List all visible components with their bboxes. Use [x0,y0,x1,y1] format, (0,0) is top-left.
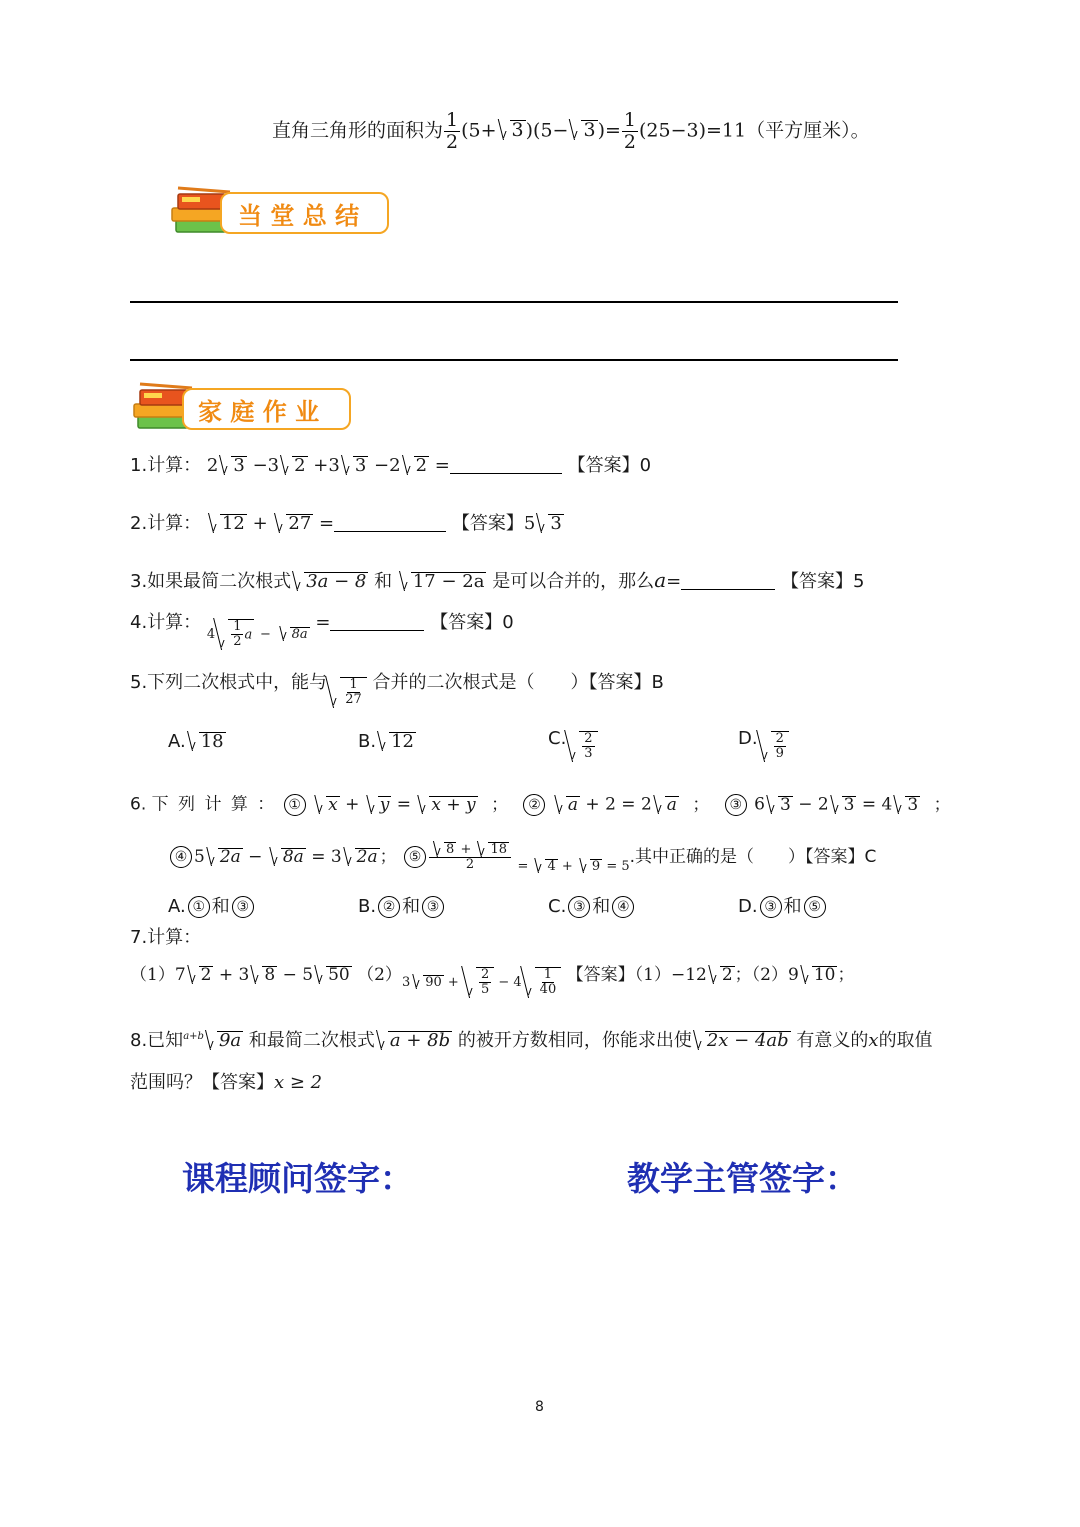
option-label: A. [168,896,186,917]
q-text: 5.下列二次根式中，能与 [130,672,328,693]
expr-part: )= [597,119,621,142]
q5-option-d[interactable] [738,730,789,761]
term: 2 [206,455,219,476]
circled: ④ [612,896,634,918]
sqrt: 3 [537,514,563,533]
expr-part: − 2 [798,794,829,815]
sqrt: 3 [831,796,857,814]
half-fraction: $\frac{1}{2}$ [623,109,636,153]
sqrt-fraction: $\frac{1}{27}$ [329,677,367,708]
equals: = [315,612,331,633]
option-mid: 和 [402,896,421,917]
q-num: 6. [130,794,147,815]
option-label: B. [358,896,377,917]
sqrt: 12 [209,514,247,533]
circled-5: ⑤ [404,846,426,868]
half-fraction [444,110,460,153]
q-label: 计算： [147,513,202,534]
homework-banner [130,382,352,434]
option-mid: 和 [211,896,230,917]
circled: ③ [760,896,782,918]
expr-part: = 4 [861,794,893,815]
question-6-line-2: ④ 5 2a − 8a = 3 2a ； ⑤ 8 + 18 2 $_{= 4 + 9 = 5}$.其中正确的是（ ）【答案】C [168,842,876,873]
variable: x [868,1030,879,1051]
sqrt: 8 [251,966,277,984]
part-label: （1） [130,965,175,985]
sqrt: 2 [709,966,735,984]
q-text: 8.已知 [130,1030,184,1051]
q6-option-a[interactable] [168,896,256,918]
sqrt: a [555,796,580,814]
expr-part: = 5 [606,858,630,874]
root-index: a+b [183,1031,204,1042]
answer-label: 【答案】（1） [566,965,671,985]
sqrt: 12 [378,732,416,751]
circled: ② [378,896,400,918]
answer: 【答案】B [588,672,664,693]
circled-3: ③ [725,794,747,816]
sqrt: 8a [279,627,310,641]
answer-blank[interactable] [330,630,424,631]
expr-part: + 3 [218,965,250,985]
sqrt: 27 [275,514,313,533]
option-mid: 和 [783,896,802,917]
coef: 4 [206,627,216,642]
equals: = [666,571,682,592]
answer-blank[interactable] [334,531,446,532]
q-text: 是可以合并的，那么 [492,571,655,592]
sqrt: 2a [344,848,380,866]
option-label: C. [548,728,567,749]
fraction: 8 + 18 2 [429,842,511,873]
question-1 [130,456,651,475]
option-label: B. [358,731,377,752]
sqrt-3: 3 [499,120,526,140]
teaching-supervisor-signature: 教学主管签字： [627,1159,858,1198]
coef: 3 [401,975,411,990]
coef: 4 [513,975,522,990]
sqrt: 18 [188,732,226,751]
circled-4: ④ [170,846,192,868]
q6-option-c[interactable] [548,896,636,918]
sqrt: 90 [412,975,444,989]
question-6-line-1: 6. 下 列 计 算 ： ① x + y = x + y ； ② a + 2 = 2 a ； ③ 6 3 − 2 3 = 4 3 ； [130,794,951,815]
coef: 7 [174,965,186,985]
question-8-line-2 [130,1074,322,1092]
answer: 【答案】C [805,846,877,867]
term: −3 [252,455,280,476]
sqrt: 50 [315,966,352,984]
answer: 【答案】0 [567,455,652,476]
sqrt: 2 [281,456,307,475]
question-7-line: （1）7 2 + 3 8 − 5 50 $(2)_{3 90 + \frac{2}{5} - 4 \frac{1}{40}}$ 【答案】（1）−12 2 ；（2）9 10 ； [130,965,855,997]
q-num: 4. [130,612,148,633]
q5-option-b[interactable] [358,732,416,751]
sqrt: x [315,796,340,814]
question-7-title: 7.计算： [130,927,202,948]
circled: ③ [232,896,254,918]
sqrt: 2x − 4ab [694,1031,791,1050]
sqrt-3: 3 [570,120,597,140]
answer-label: 【答案】 [451,513,524,534]
sqrt: a + 8b [377,1031,452,1050]
semicolon: ； [379,846,397,867]
answer: 【答案】0 [430,612,514,633]
question-8-line-1 [130,1031,933,1050]
circled: ⑤ [804,896,826,918]
question-2 [130,514,564,533]
q-num: 1. [130,455,148,476]
q-text: 合并的二次根式是（ ） [372,672,589,693]
answer-label: 【答案】 [202,1072,274,1093]
summary-banner [168,186,390,238]
semicolon: ； [692,794,710,815]
option-label: A. [168,731,186,752]
q-text: 的被开方数相同，你能求出使 [457,1030,692,1051]
sqrt: 8a [270,848,306,866]
q-text: 有意义的 [796,1030,869,1051]
q-text: 3.如果最简二次根式 [130,571,292,592]
sqrt-fraction: $\frac{2}{3}$ [568,731,597,762]
q-label: 下 列 计 算 ： [151,794,277,815]
sqrt: y [367,796,392,814]
option-label: D. [738,728,758,749]
q-text: 和 [374,571,393,592]
coef: 6 [754,794,765,815]
expr-part: = 3 [311,846,342,867]
plus: + [252,513,268,534]
q-text: 范围吗？ [130,1072,202,1093]
q-text: .其中正确的是（ ） [629,846,806,867]
q6-option-b[interactable] [358,896,446,918]
option-label: D. [738,896,758,917]
summary-line-1 [130,301,898,303]
intro-line [272,110,870,153]
q-num: 2. [130,513,148,534]
expr-part: )(5− [525,119,569,142]
q-label: 计算： [147,455,202,476]
q-label: 计算： [147,612,202,633]
sqrt: a [654,796,679,814]
sqrt: 3 [767,796,793,814]
sqrt: 3 [894,796,920,814]
sqrt-fraction: $\frac{1}{2}$ a [217,619,254,650]
equals: = [434,455,450,476]
q-text: 和最简二次根式 [248,1030,375,1051]
circled-2: ② [523,794,545,816]
question-3 [130,570,864,591]
semicolon: ； [491,794,509,815]
question-5 [130,674,664,707]
q5-option-c[interactable] [548,730,598,761]
expr-part: + 2 = 2 [585,794,652,815]
variable: a [654,568,667,592]
intro-prefix: 直角三角形的面积为 [272,119,444,142]
term: −2 [374,455,401,476]
sqrt: 3 [342,456,368,475]
part-label: （2） [357,965,402,985]
answer-coef: −12 [670,965,707,985]
sqrt: 3 [220,456,246,475]
sqrt: 9 [579,859,602,873]
circled: ③ [568,896,590,918]
expr-part: (25−3)=11 [639,119,747,142]
sqrt: 4 [534,859,557,873]
answer-coef: 5 [523,513,536,534]
coef: 5 [194,846,205,867]
answer-blank[interactable] [681,589,775,590]
sqrt-fraction: $\frac{2}{5}$ [465,967,494,998]
expr-part: (5+ [461,119,497,142]
sqrt-fraction: $\frac{1}{40}$ [524,967,562,998]
homework-banner-title: 家 庭 作 业 [198,398,320,426]
term: +3 [313,455,340,476]
frac-num: 1 [446,109,459,131]
option-mid: 和 [592,896,611,917]
option-label: C. [548,896,567,917]
q6-option-d[interactable] [738,896,828,918]
circled: ③ [422,896,444,918]
sqrt-fraction: $\frac{2}{9}$ [760,731,789,762]
sqrt: 9a [206,1031,243,1050]
summary-line-2 [130,359,898,361]
sqrt: 17 − 2a [400,572,487,591]
page-number: 8 [535,1399,544,1415]
answer-end: ； [837,965,855,985]
answer-sep: ；（2） [734,965,788,985]
answer-expr: x ≥ 2 [274,1072,323,1093]
sqrt: 2 [403,456,429,475]
circled: ① [188,896,210,918]
answer-blank[interactable] [450,473,562,474]
frac-den: 2 [446,130,459,153]
sqrt: x + y [418,796,477,814]
sqrt: 2a [207,848,243,866]
question-4 [130,614,514,649]
summary-banner-title: 当 堂 总 结 [238,202,360,230]
minus: − [259,627,271,642]
answer-coef: 9 [788,965,799,985]
circled-1: ① [284,794,306,816]
sqrt: 2 [188,966,214,984]
q-text: 的取值 [878,1030,933,1051]
course-advisor-signature: 课程顾问签字： [182,1159,413,1198]
intro-suffix: （平方厘米）。 [746,119,870,142]
semicolon: ； [933,794,951,815]
sqrt: 10 [801,966,838,984]
sqrt: 3a − 8 [293,572,368,591]
equals: = [319,513,335,534]
answer: 【答案】5 [780,571,865,592]
expr-part: − 5 [282,965,314,985]
q5-option-a[interactable] [168,732,226,751]
